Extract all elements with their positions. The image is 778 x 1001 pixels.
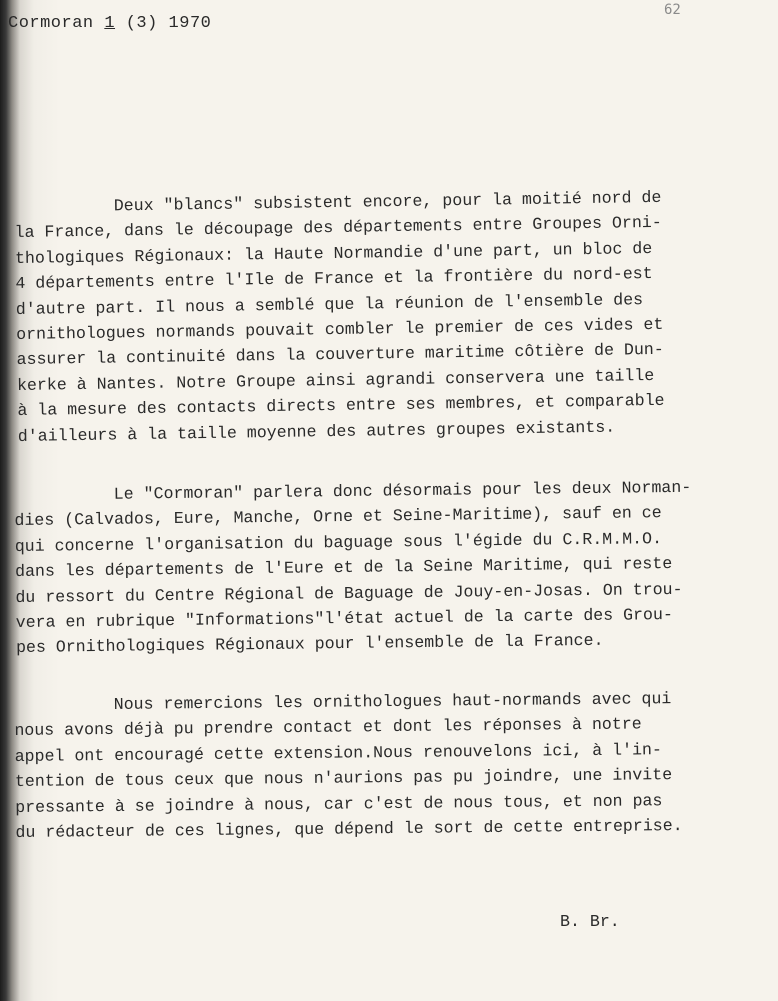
text-line: d'autre part. Il nous a semblé que la réunion de l'ensemble des	[15, 289, 644, 319]
text-line: tention de tous ceux que nous n'aurions pas pu joindre, une invite	[14, 765, 673, 792]
text-line: du ressort du Centre Régional de Baguage de Jouy-en-Josas. On trou-	[15, 579, 683, 607]
journal-name: Cormoran	[8, 14, 94, 33]
text-line: du rédacteur de ces lignes, que dépend le sort de cette entreprise.	[15, 815, 683, 842]
paragraph-1	[14, 183, 758, 448]
text-line: dans les départements de l'Eure et de la Seine Maritime, qui reste	[14, 554, 673, 582]
text-line: qui concerne l'organisation du baguage sous l'égide du C.R.M.M.O.	[14, 528, 663, 556]
text-line: nous avons déjà pu prendre contact et dont les réponses à notre	[14, 714, 642, 741]
text-line: assurer la continuité dans la couverture maritime côtière de Dun-	[16, 340, 664, 370]
text-line: appel ont encouragé cette extension.Nous renouvelons ici, à l'in-	[14, 740, 662, 766]
text-line: 4 départements entre l'Ile de France et la frontière du nord-est	[15, 264, 653, 294]
text-line: d'ailleurs à la taille moyenne des autres groupes existants.	[17, 417, 616, 446]
text-line: dies (Calvados, Eure, Manche, Orne et Seine-Maritime), sauf en ce	[14, 503, 662, 531]
page-header	[8, 14, 211, 33]
text-line: ornithologues normands pouvait combler le premier de ces vides et	[16, 314, 664, 344]
text-line: à la mesure des contacts directs entre ses membres, et comparable	[17, 390, 665, 421]
author-signature: B. Br.	[560, 912, 620, 931]
text-line: vera en rubrique "Informations"l'état actuel de la carte des Grou-	[15, 604, 674, 632]
journal-volume: 1	[104, 14, 116, 33]
text-line: Nous remercions les ornithologues haut-normands avec qui	[14, 689, 672, 715]
paragraph-2	[14, 474, 756, 661]
text-line: pressante à se joindre à nous, car c'est de nous tous, et non pas	[15, 790, 663, 817]
text-line: thologiques Régionaux: la Haute Normandie d'une part, un bloc de	[14, 238, 653, 268]
text-line: pes Ornithologiques Régionaux pour l'ensemble de la France.	[15, 631, 604, 658]
page-number: 62	[664, 2, 681, 18]
paragraph-3	[14, 685, 756, 845]
journal-year: 1970	[168, 14, 212, 33]
text-line: Deux "blancs" subsistent encore, pour la moitié nord de	[14, 187, 662, 217]
text-line: kerke à Nantes. Notre Groupe ainsi agrandi conservera une taille	[16, 365, 655, 395]
journal-issue: (3)	[125, 14, 158, 33]
text-line: la France, dans le découpage des départements entre Groupes Orni-	[14, 213, 662, 243]
text-line: Le "Cormoran" parlera donc désormais pour les deux Norman-	[14, 477, 692, 505]
